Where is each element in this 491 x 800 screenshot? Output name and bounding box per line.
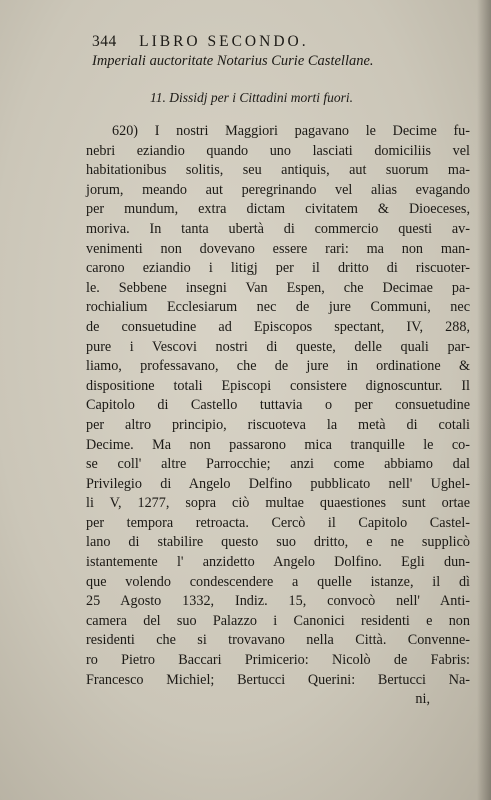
text-line: ro Pietro Baccari Primicerio: Nicolò de Fabris: bbox=[86, 652, 470, 669]
text-line: liamo, professavano, che de jure in ordinatione & bbox=[86, 358, 470, 375]
text-line: habitationibus solitis, seu antiquis, aut suorum ma- bbox=[86, 162, 470, 179]
text-line: per mundum, extra dictam civitatem & Dioeceses, bbox=[86, 201, 470, 218]
text-line: istantemente l' anzidetto Angelo Dolfino. Egli dun- bbox=[86, 554, 470, 571]
text-line: jorum, meando aut peregrinando vel alias evagando bbox=[86, 181, 470, 198]
text-line: per tempora retroacta. Cercò il Capitolo Castel- bbox=[86, 514, 470, 531]
running-head bbox=[92, 33, 472, 51]
running-title: LIBRO SECONDO. bbox=[139, 33, 309, 50]
carryover-line: Imperiali auctoritate Notarius Curie Castellane. bbox=[92, 53, 374, 69]
text-line: lano di stabilire questo suo dritto, e ne supplicò bbox=[86, 534, 470, 551]
text-line: 25 Agosto 1332, Indiz. 15, convocò nell' Anti- bbox=[86, 593, 470, 610]
text-line: dispositione totali Episcopi consistere dignoscuntur. Il bbox=[86, 377, 470, 394]
text-line: 620) I nostri Maggiori pagavano le Decime fu- bbox=[112, 123, 470, 139]
text-line: per altro principio, riscuoteva la metà di cotali bbox=[86, 416, 470, 433]
text-line: Privilegio di Angelo Delfino pubblicato nell' Ughel- bbox=[86, 475, 470, 492]
text-line: Francesco Michiel; Bertucci Querini: Bertucci Na- bbox=[86, 671, 470, 688]
text-line: Decime. Ma non passarono mica tranquille le co- bbox=[86, 436, 470, 453]
text-line: moriva. In tanta ubertà di commercio questi av- bbox=[86, 220, 470, 237]
text-line: Capitolo di Castello tuttavia o per consuetudine bbox=[86, 397, 470, 414]
text-line: rochialium Ecclesiarum nec de jure Communi, nec bbox=[86, 299, 470, 316]
text-line: camera del suo Palazzo i Canonici residenti e non bbox=[86, 612, 470, 629]
text-line: ni, bbox=[415, 691, 430, 708]
body-text bbox=[86, 122, 470, 710]
section-title: 11. Dissidj per i Cittadini morti fuori. bbox=[150, 90, 354, 105]
text-line: se coll' altre Parrocchie; anzi come abbiamo dal bbox=[86, 456, 470, 473]
text-line: venimenti non dovevano essere rari: ma non man- bbox=[86, 240, 470, 257]
text-line: le. Sebbene insegni Van Espen, che Decimae pa- bbox=[86, 279, 470, 296]
text-line: carono eziandio i litigj per il dritto di riscuoter- bbox=[86, 260, 470, 277]
text-line: li V, 1277, sopra ciò multae quaestiones sunt ortae bbox=[86, 495, 470, 512]
text-line: pure i Vescovi nostri di queste, delle quali par- bbox=[86, 338, 470, 355]
text-line: residenti che si trovavano nella Città. Convenne- bbox=[86, 632, 470, 649]
text-line: que volendo condescendere a quelle istanze, il dì bbox=[86, 573, 470, 590]
page-number: 344 bbox=[92, 33, 117, 50]
page-gutter-shadow bbox=[477, 0, 491, 800]
text-line: de consuetudine ad Episcopos spectant, IV, 288, bbox=[86, 318, 470, 335]
text-line: nebri eziandio quando uno lasciati domiciliis vel bbox=[86, 142, 470, 159]
